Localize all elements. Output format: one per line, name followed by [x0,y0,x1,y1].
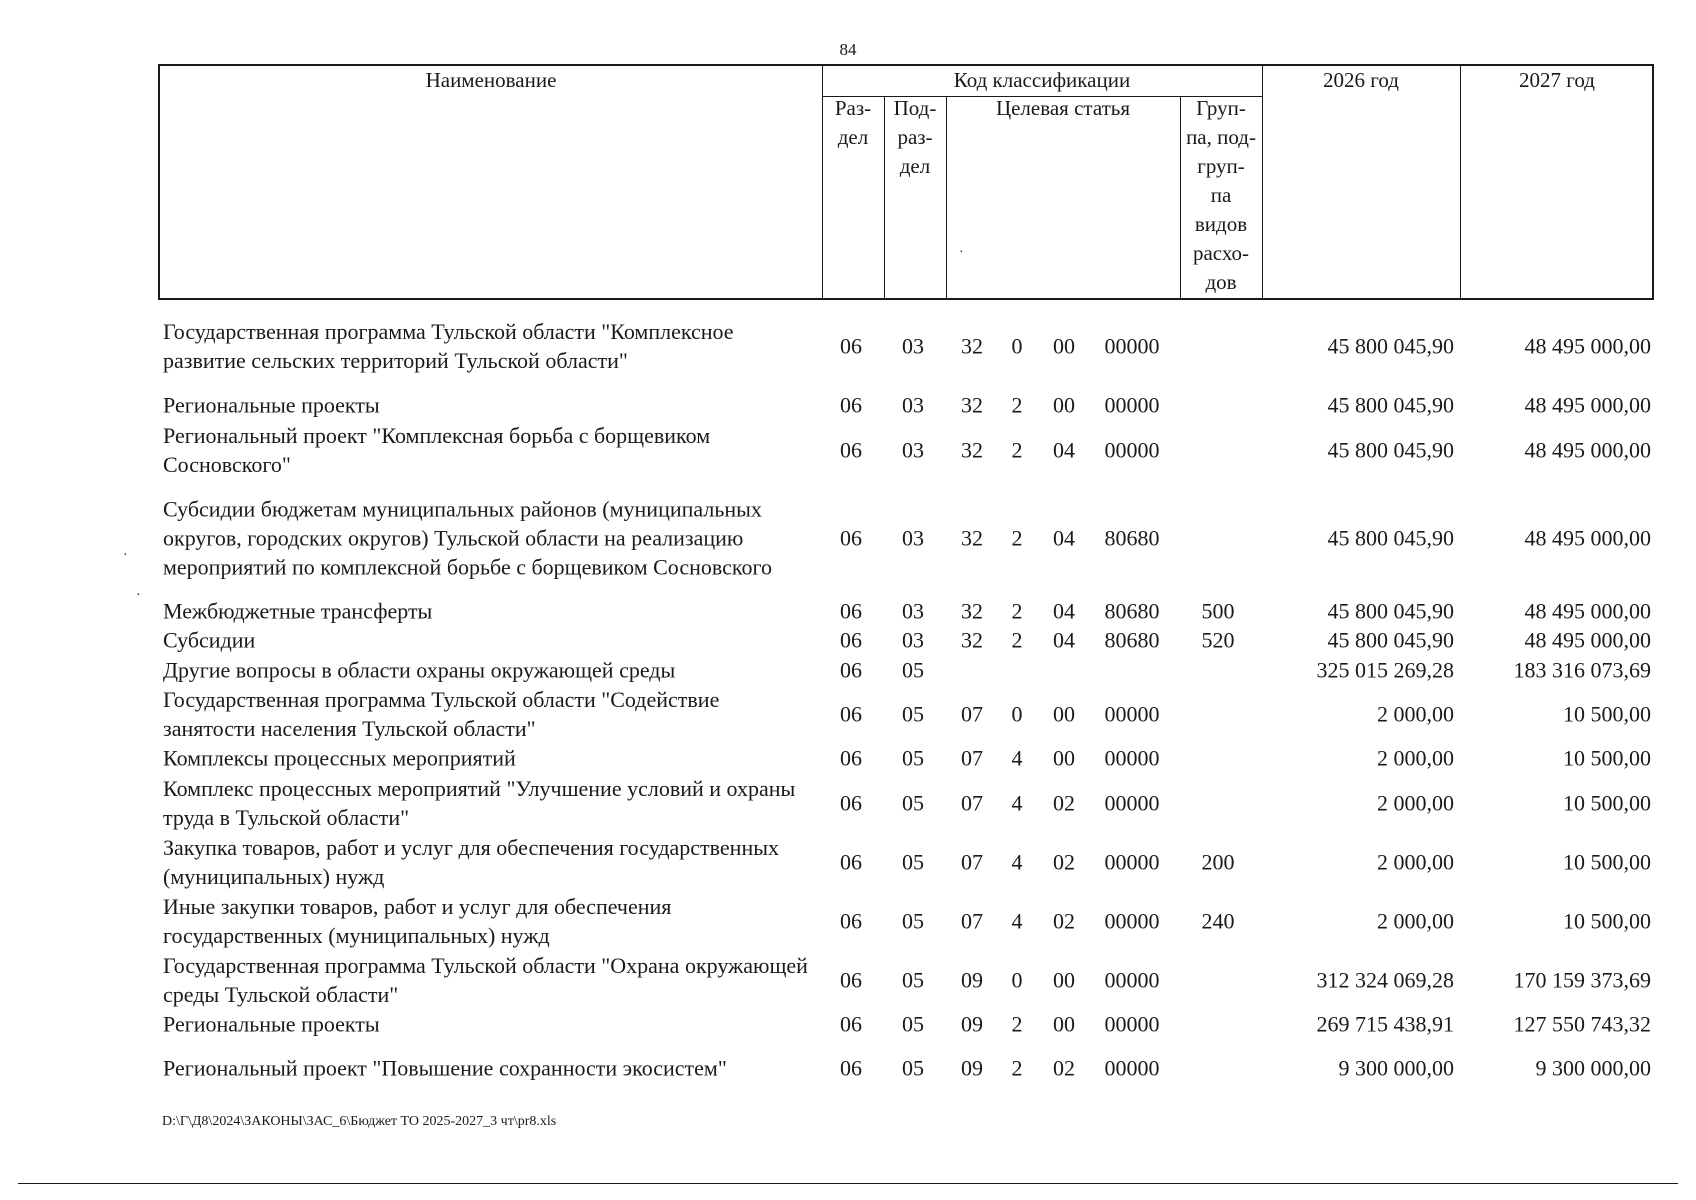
row-amount-2026: 2 000,00 [1377,908,1454,934]
row-amount-2026: 45 800 045,90 [1327,333,1454,359]
row-amount-2026: 45 800 045,90 [1327,437,1454,463]
row-name: Субсидии бюджетам муниципальных районов (муниципальных округов, городских округов) Тульской области на реализацию мероприятий по комплексной борьбе с борщевиком Сосновского [163,496,772,580]
row-razdel: 06 [840,908,862,934]
table-row [0,891,1696,951]
scan-speck: · [136,588,141,603]
row-amount-2027: 48 495 000,00 [1524,333,1651,359]
row-measure: 04 [1053,525,1075,551]
header-group: Груп- па, под- груп- па видов расхо- дов [1186,96,1256,294]
row-program: 32 [961,333,983,359]
table-row [0,773,1696,833]
row-razdel: 06 [840,1011,862,1037]
row-group: 240 [1201,908,1235,934]
row-program: 07 [961,908,983,934]
row-direction: 00000 [1104,790,1160,816]
row-group: 200 [1201,849,1235,875]
row-measure: 04 [1053,437,1075,463]
row-program: 09 [961,1055,983,1081]
table-row [0,1009,1696,1039]
table-row [0,316,1696,376]
row-amount-2027: 48 495 000,00 [1524,437,1651,463]
row-direction: 00000 [1104,1055,1160,1081]
row-podrazdel: 03 [902,627,924,653]
header-year-2027: 2027 год [1519,68,1595,92]
row-podrazdel: 03 [902,598,924,624]
row-subprogram: 4 [1011,849,1023,875]
row-subprogram: 2 [1011,627,1023,653]
row-podrazdel: 03 [902,525,924,551]
row-group: 500 [1201,598,1235,624]
row-subprogram: 4 [1011,790,1023,816]
row-subprogram: 2 [1011,1011,1023,1037]
row-subprogram: 4 [1011,745,1023,771]
bottom-rule [18,1183,1678,1184]
table-row [0,596,1696,626]
row-name: Межбюджетные трансферты [163,598,433,624]
row-name: Комплексы процессных мероприятий [163,745,516,771]
row-subprogram: 2 [1011,525,1023,551]
scan-speck: · [959,245,964,260]
row-subprogram: 2 [1011,1055,1023,1081]
header-razdel: Раз- дел [834,96,872,149]
row-measure: 02 [1053,790,1075,816]
row-amount-2026: 2 000,00 [1377,790,1454,816]
table-row [0,684,1696,744]
row-name: Комплекс процессных мероприятий "Улучшение условий и охраны труда в Тульской области" [163,776,796,830]
table-row [0,655,1696,685]
table-header [158,64,1654,300]
row-measure: 04 [1053,627,1075,653]
row-name: Государственная программа Тульской области "Охрана окружающей среды Тульской области" [163,953,808,1007]
row-subprogram: 4 [1011,908,1023,934]
row-measure: 02 [1053,908,1075,934]
row-amount-2026: 45 800 045,90 [1327,392,1454,418]
row-name: Региональный проект "Повышение сохранности экосистем" [163,1055,727,1081]
row-name: Субсидии [163,627,256,653]
row-razdel: 06 [840,701,862,727]
row-amount-2027: 10 500,00 [1563,849,1651,875]
row-amount-2027: 170 159 373,69 [1513,967,1651,993]
row-amount-2027: 127 550 743,32 [1513,1011,1651,1037]
divider [946,96,947,298]
header-podrazdel: Под- раз- дел [893,96,937,178]
row-program: 32 [961,525,983,551]
divider [1460,66,1461,298]
row-measure: 00 [1053,967,1075,993]
row-amount-2026: 269 715 438,91 [1316,1011,1454,1037]
row-program: 32 [961,392,983,418]
header-year-2026: 2026 год [1323,68,1399,92]
row-subprogram: 0 [1011,701,1023,727]
row-razdel: 06 [840,525,862,551]
row-amount-2027: 10 500,00 [1563,745,1651,771]
row-razdel: 06 [840,392,862,418]
row-podrazdel: 05 [902,745,924,771]
row-direction: 80680 [1104,598,1160,624]
row-subprogram: 2 [1011,598,1023,624]
row-measure: 00 [1053,701,1075,727]
row-razdel: 06 [840,333,862,359]
row-measure: 00 [1053,1011,1075,1037]
row-amount-2027: 183 316 073,69 [1513,657,1651,683]
row-name: Региональные проекты [163,1011,380,1037]
row-amount-2026: 2 000,00 [1377,849,1454,875]
row-measure: 00 [1053,333,1075,359]
row-razdel: 06 [840,627,862,653]
row-razdel: 06 [840,657,862,683]
row-amount-2027: 48 495 000,00 [1524,627,1651,653]
row-direction: 00000 [1104,392,1160,418]
row-measure: 00 [1053,392,1075,418]
row-podrazdel: 03 [902,437,924,463]
row-name: Другие вопросы в области охраны окружающей среды [163,657,676,683]
row-direction: 00000 [1104,437,1160,463]
row-podrazdel: 05 [902,908,924,934]
row-name: Региональный проект "Комплексная борьба с борщевиком Сосновского" [163,423,711,477]
row-razdel: 06 [840,745,862,771]
row-amount-2026: 45 800 045,90 [1327,525,1454,551]
row-program: 07 [961,701,983,727]
row-direction: 80680 [1104,627,1160,653]
row-razdel: 06 [840,598,862,624]
row-amount-2027: 9 300 000,00 [1535,1055,1651,1081]
table-row [0,832,1696,892]
row-amount-2026: 312 324 069,28 [1316,967,1454,993]
row-podrazdel: 05 [902,1055,924,1081]
page-number: 84 [839,40,857,59]
row-group: 520 [1201,627,1235,653]
row-razdel: 06 [840,1055,862,1081]
row-measure: 00 [1053,745,1075,771]
table-row [0,420,1696,480]
table-row [0,479,1696,597]
row-amount-2026: 9 300 000,00 [1338,1055,1454,1081]
row-podrazdel: 05 [902,849,924,875]
scan-speck: · [123,548,128,563]
row-program: 32 [961,437,983,463]
row-amount-2026: 45 800 045,90 [1327,598,1454,624]
row-amount-2027: 48 495 000,00 [1524,392,1651,418]
row-measure: 02 [1053,1055,1075,1081]
row-direction: 00000 [1104,967,1160,993]
row-amount-2026: 2 000,00 [1377,701,1454,727]
row-podrazdel: 05 [902,701,924,727]
table-row [0,743,1696,773]
row-program: 07 [961,849,983,875]
row-direction: 00000 [1104,745,1160,771]
row-program: 07 [961,745,983,771]
row-razdel: 06 [840,437,862,463]
row-amount-2026: 45 800 045,90 [1327,627,1454,653]
row-program: 09 [961,967,983,993]
row-program: 32 [961,627,983,653]
row-amount-2027: 10 500,00 [1563,701,1651,727]
table-row [0,1053,1696,1083]
row-name: Иные закупки товаров, работ и услуг для обеспечения государственных (муниципальных) нужд [163,894,672,948]
row-direction: 00000 [1104,908,1160,934]
row-name: Государственная программа Тульской области "Комплексное развитие сельских территорий Тульской области" [163,319,734,373]
table-row [0,950,1696,1010]
row-podrazdel: 03 [902,392,924,418]
header-name: Наименование [425,68,557,92]
row-subprogram: 2 [1011,392,1023,418]
row-measure: 02 [1053,849,1075,875]
row-subprogram: 0 [1011,967,1023,993]
header-code-group: Код классификации [953,68,1131,92]
row-podrazdel: 05 [902,790,924,816]
row-name: Региональные проекты [163,392,380,418]
table-row [0,625,1696,655]
row-name: Закупка товаров, работ и услуг для обеспечения государственных (муниципальных) нужд [163,835,780,889]
row-podrazdel: 03 [902,333,924,359]
row-program: 09 [961,1011,983,1037]
header-target: Целевая статья [995,96,1131,120]
row-podrazdel: 05 [902,657,924,683]
row-razdel: 06 [840,849,862,875]
row-direction: 00000 [1104,333,1160,359]
row-razdel: 06 [840,967,862,993]
row-direction: 00000 [1104,1011,1160,1037]
row-name: Государственная программа Тульской области "Содействие занятости населения Тульской области" [163,687,720,741]
row-amount-2027: 48 495 000,00 [1524,598,1651,624]
divider [1262,66,1263,298]
row-podrazdel: 05 [902,967,924,993]
table-row [0,390,1696,420]
row-razdel: 06 [840,790,862,816]
row-amount-2027: 48 495 000,00 [1524,525,1651,551]
row-subprogram: 0 [1011,333,1023,359]
row-direction: 00000 [1104,849,1160,875]
row-podrazdel: 05 [902,1011,924,1037]
row-program: 07 [961,790,983,816]
row-amount-2026: 325 015 269,28 [1316,657,1454,683]
row-amount-2026: 2 000,00 [1377,745,1454,771]
row-amount-2027: 10 500,00 [1563,790,1651,816]
row-direction: 80680 [1104,525,1160,551]
row-direction: 00000 [1104,701,1160,727]
row-measure: 04 [1053,598,1075,624]
row-program: 32 [961,598,983,624]
row-amount-2027: 10 500,00 [1563,908,1651,934]
row-subprogram: 2 [1011,437,1023,463]
file-path: D:\Г\Д8\2024\ЗАКОНЫ\ЗАС_6\Бюджет ТО 2025-2027_3 чт\pr8.xls [162,1114,557,1129]
